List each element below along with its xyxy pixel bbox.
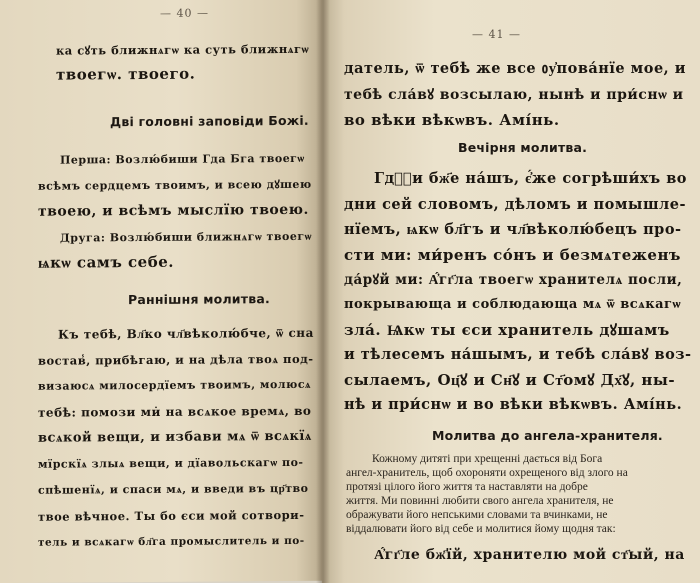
- note-line: ображувати його непськими словами та вчинками, не: [346, 509, 608, 521]
- text-line: нїемъ, ѩкѡ бл҃гъ и чл҃вѣколю́бецъ про-: [344, 221, 682, 238]
- text-line: востав̾, прибѣгаю, и на дѣла твоѧ под-: [38, 351, 314, 368]
- text-line: мїрскїѧ злыѧ вещи, и дїавольскагѡ по-: [38, 455, 304, 471]
- book-gutter: [316, 0, 330, 583]
- text-line: Перша: Возлю́биши Гда Бга твоегѡ: [60, 151, 305, 167]
- text-line: тебѣ: помози ми̇ на всѧкое времѧ, во: [38, 403, 312, 420]
- text-line: тель и всѧкагѡ бл҃га промыслитель и по-: [38, 534, 305, 549]
- text-line: сылаемъ, Оц҃ꙋ и Сн҃ꙋ и Ст҃омꙋ Дх҃ꙋ, ны-: [344, 371, 676, 389]
- section-heading: Раннішня молитва.: [128, 291, 270, 308]
- text-line: ка сꙋть ближнѧгѡ ка суть ближнѧгѡ: [56, 41, 310, 58]
- text-line: всѧкой вещи, и избави мѧ ѿ всѧкїѧ: [38, 428, 312, 446]
- left-page: [0, 0, 322, 583]
- note-line: Кожному дитяті при хрещенні дається від Бога: [372, 453, 603, 465]
- text-line: дни сей словомъ, дѣломъ и помышле-: [344, 196, 687, 213]
- right-page: [322, 0, 700, 583]
- note-line: ангел-хранитель, щоб охороняти охрещеного від злого на: [346, 467, 628, 479]
- text-line: спѣшенїѧ, и спаси мѧ, и введи въ цр҃тво: [38, 481, 309, 497]
- section-heading: Молитва до ангела-хранителя.: [432, 428, 663, 443]
- note-line: протязі цілого його життя та наставляти на добре: [346, 481, 588, 493]
- text-line: Къ тебѣ, Вл҃ко чл҃вѣколю́бче, ѿ сна: [58, 325, 314, 342]
- text-line: всѣмъ сердцемъ твоимъ, и всею дꙋшею: [38, 177, 312, 193]
- text-line: датель, ѿ тебѣ же все ᲂу҆пова́нїе мое, и: [344, 60, 687, 77]
- text-line: твоегѡ. твоего.: [56, 64, 196, 84]
- text-line: нѣ и при́снѡ и во вѣки вѣкѡвъ. Амі́нь.: [344, 396, 683, 413]
- section-heading: Дві головні заповіди Божі.: [110, 112, 309, 130]
- note-line: віддалювати його від себе и молитися йому щодня так:: [346, 523, 616, 535]
- text-line: твоею, и всѣмъ мыслїю твоею.: [38, 201, 309, 220]
- text-line: А҆́гг҃ле бж҃їй, хранителю мой ст҃ый, на: [374, 547, 685, 563]
- text-line: и тѣлесемъ на́шымъ, и тебѣ сла́вꙋ воз-: [344, 346, 692, 363]
- text-line: ѩкѡ самъ себе.: [38, 252, 174, 272]
- text-line: твое вѣчное. Ты бо єси мой сотвори-: [38, 507, 305, 524]
- text-line: тебѣ сла́вꙋ возсылаю, нынѣ и при́снѡ и: [344, 87, 684, 103]
- page-number-right: — 41 —: [472, 28, 521, 41]
- text-line: покрывающа и соблюдающа мѧ ѿ всѧкагѡ: [344, 297, 682, 312]
- text-line: Гдⷭ҇и бж҃е на́шъ, є҆́же согрѣши́хъ во: [374, 170, 687, 187]
- text-line: во вѣки вѣкѡвъ. Амі́нь.: [344, 111, 560, 129]
- text-line: сти ми: ми́ренъ со́нъ и безмѧтеженъ: [344, 246, 681, 264]
- page-number-left: — 40 —: [160, 6, 209, 20]
- text-line: визаюсѧ милосердїемъ твоимъ, молюсѧ: [38, 377, 312, 393]
- text-line: зла́. Ѩкѡ ты єси хранитель дꙋшамъ: [344, 321, 670, 339]
- section-heading: Вечірня молитва.: [458, 140, 588, 155]
- text-line: да́рꙋй ми: А҆́гг҃ла твоегѡ хранителѧ посли,: [344, 272, 683, 288]
- text-line: Друга: Возлю́биши ближнѧгѡ твоегѡ: [60, 229, 312, 245]
- note-line: життя. Ми повинні любити свого ангела хранителя, не: [346, 495, 614, 507]
